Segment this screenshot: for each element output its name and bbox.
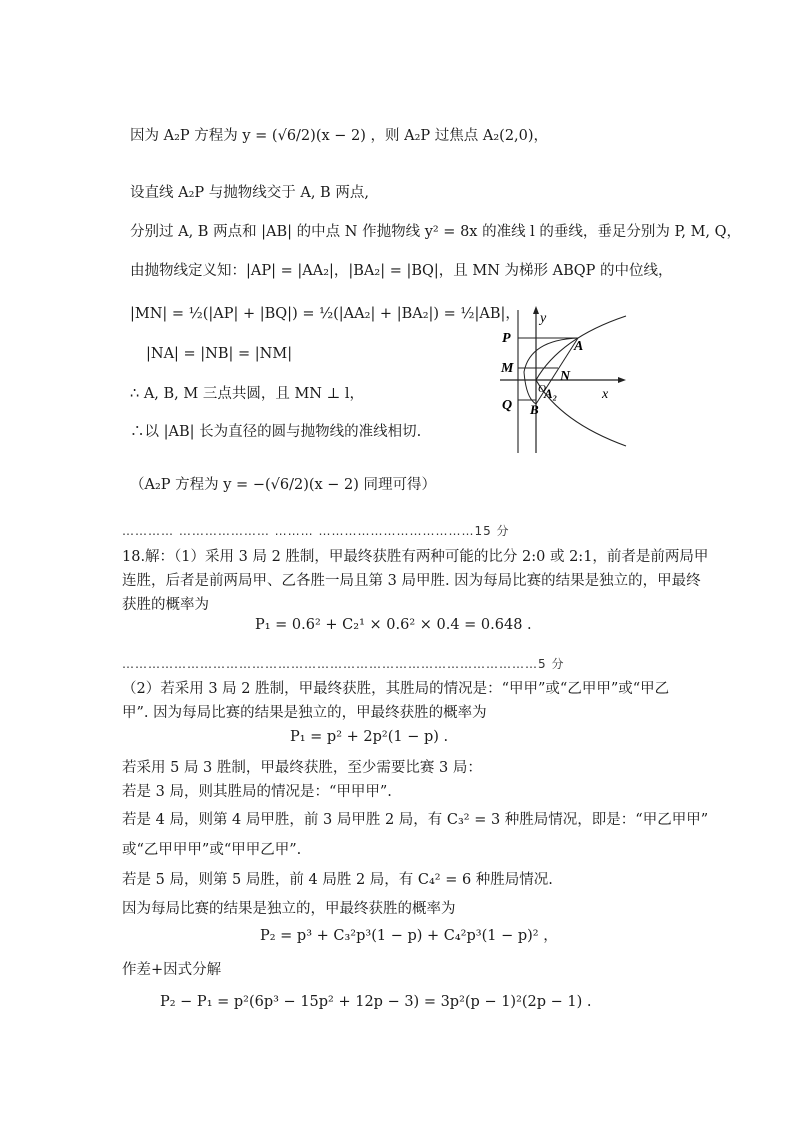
text-line-1: 因为 A₂P 方程为 y = (√6/2)(x − 2) ，则 A₂P 过焦点 A₂(2,0)， (130, 128, 549, 144)
text-line-12: 连胜，后者是前两局甲、乙各胜一局且第 3 局甲胜. 因为每局比赛的结果是独立的，甲最终 (122, 573, 701, 589)
parabola-curve (536, 316, 626, 446)
text-line-23: 若是 5 局，则第 5 局胜，前 4 局胜 2 局，有 C₄² = 6 种胜局情况. (122, 872, 553, 888)
x-axis-label: x (602, 387, 609, 402)
label-n: N (560, 369, 571, 384)
formula-p1-3of2: P₁ = 0.6² + C₂¹ × 0.6² × 0.4 = 0.648 . (255, 617, 532, 633)
text-line-8: ∴以 |AB| 长为直径的圆与抛物线的准线相切. (130, 424, 422, 440)
text-line-22: 或“乙甲甲甲”或“甲甲乙甲”. (122, 842, 302, 858)
label-b: B (530, 402, 539, 417)
label-o: O (538, 383, 546, 395)
formula-mn: |MN| = ½(|AP| + |BQ|) = ½(|AA₂| + |BA₂|) = ½|AB|， (130, 306, 520, 322)
y-axis-arrow (533, 306, 539, 314)
parabola-figure (490, 298, 650, 458)
x-axis-arrow (618, 377, 626, 383)
text-line-9: （A₂P 方程为 y = −(√6/2)(x − 2) 同理可得） (130, 477, 437, 493)
formula-p2-minus-p1: P₂ − P₁ = p²(6p³ − 15p² + 12p − 3) = 3p²(p − 1)²(2p − 1) . (160, 994, 592, 1010)
formula-p2: P₂ = p³ + C₃²p³(1 − p) + C₄²p³(1 − p)² ， (260, 928, 558, 944)
text-line-4: 由抛物线定义知：|AP| = |AA₂|，|BA₂| = |BQ|，且 MN 为梯形 ABQP 的中位线， (130, 263, 673, 279)
score-line-5: ……………………………………………………………………………………5 分 (122, 657, 565, 671)
label-a: A (574, 339, 584, 354)
text-line-17: 甲”. 因为每局比赛的结果是独立的，甲最终获胜的概率为 (122, 705, 487, 721)
formula-na-nb-nm: |NA| = |NB| = |NM| (146, 346, 293, 362)
label-p: P (502, 331, 511, 346)
text-line-7: ∴ A, B, M 三点共圆，且 MN ⊥ l， (130, 386, 364, 402)
text-line-20: 若是 3 局，则其胜局的情况是：“甲甲甲”. (122, 784, 392, 800)
text-line-2: 设直线 A₂P 与抛物线交于 A, B 两点, (130, 185, 369, 201)
text-line-19: 若采用 5 局 3 胜制，甲最终获胜，至少需要比赛 3 局： (122, 760, 482, 776)
label-a2: A₂ (544, 386, 558, 401)
text-line-24: 因为每局比赛的结果是独立的，甲最终获胜的概率为 (122, 901, 456, 917)
label-q: Q (502, 398, 513, 413)
y-axis-label: y (540, 311, 547, 326)
formula-p1-general: P₁ = p² + 2p²(1 − p) . (290, 729, 449, 745)
label-m: M (501, 361, 514, 376)
text-line-11: 18.解：（1）采用 3 局 2 胜制，甲最终获胜有两种可能的比分 2:0 或 2:1，前者是前两局甲 (122, 549, 709, 565)
text-line-26: 作差+因式分解 (122, 962, 222, 978)
score-line-15: ………… ………………… ……… ………………………………15 分 (122, 524, 510, 538)
text-line-16: （2）若采用 3 局 2 胜制，甲最终获胜，其胜局的情况是：“甲甲”或“乙甲甲”或“甲乙 (122, 681, 670, 697)
text-line-3: 分别过 A, B 两点和 |AB| 的中点 N 作抛物线 y² = 8x 的准线 l 的垂线，垂足分别为 P, M, Q， (130, 224, 742, 240)
text-line-21: 若是 4 局，则第 4 局甲胜，前 3 局甲胜 2 局，有 C₃² = 3 种胜局情况，即是：“甲乙甲甲” (122, 812, 709, 828)
text-line-13: 获胜的概率为 (122, 597, 209, 613)
